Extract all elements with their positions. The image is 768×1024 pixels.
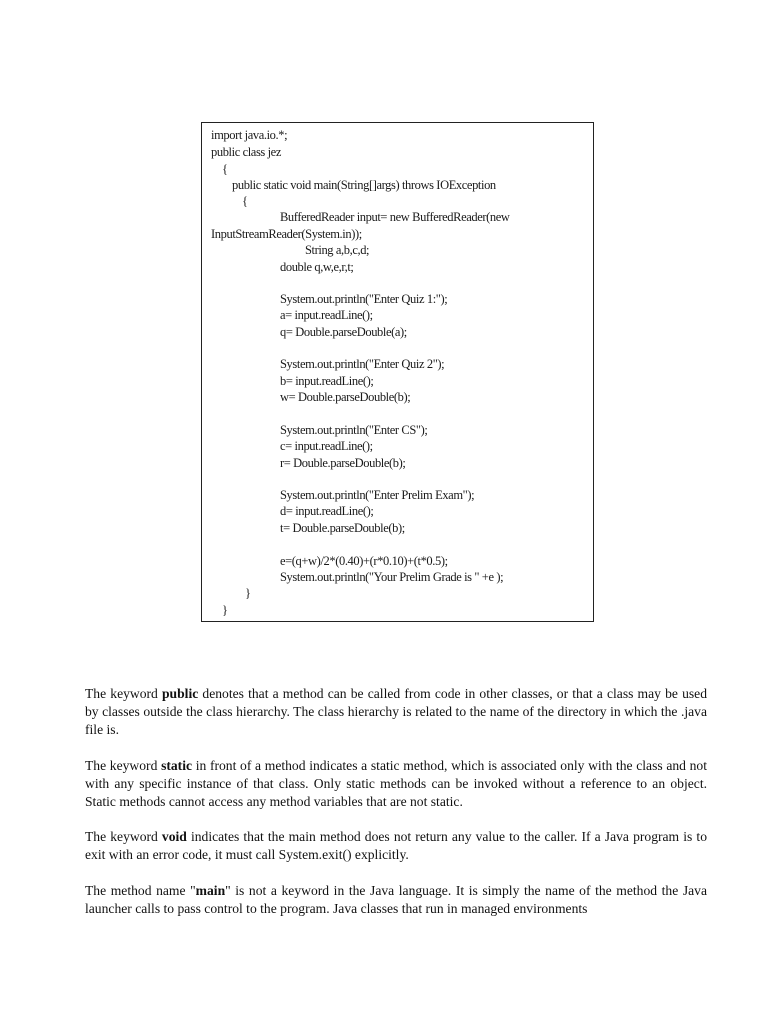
keyword-main: main [195, 883, 226, 898]
code-line: System.out.println("Enter Quiz 1:"); [280, 292, 448, 306]
code-line: a= input.readLine(); [280, 308, 373, 322]
paragraph-main: The method name "main" is not a keyword in the Java language. It is simply the name of the method the Java launcher calls to pass control to the program. Java classes that run in managed environments [85, 883, 708, 916]
code-line: { [242, 194, 248, 208]
paragraph-void: The keyword void indicates that the main method does not return any value to the caller. If a Java program is to exit with an error code, it must call System.exit() explicitly. [85, 829, 707, 862]
code-line: public static void main(String[]args) throws IOException [232, 178, 496, 192]
paragraph-static: The keyword static in front of a method indicates a static method, which is associated only with the class and not with any specific instance of that class. Only static methods can be invoked without a reference to an object. Static methods cannot access any method variables that are not static. [85, 758, 708, 809]
code-line: String a,b,c,d; [305, 243, 370, 257]
code-line: } [245, 586, 251, 600]
code-line: d= input.readLine(); [280, 504, 374, 518]
code-line: { [222, 162, 228, 176]
code-line: import java.io.*; [211, 128, 288, 142]
keyword-public: public [162, 686, 199, 701]
code-line: e=(q+w)/2*(0.40)+(r*0.10)+(t*0.5); [280, 554, 448, 568]
code-line: BufferedReader input= new BufferedReader(new [280, 210, 510, 224]
code-line: double q,w,e,r,t; [280, 260, 354, 274]
code-listing-box [201, 122, 594, 622]
code-line: public class jez [211, 145, 281, 159]
code-line: } [222, 603, 228, 617]
code-line: b= input.readLine(); [280, 374, 374, 388]
paragraph-public: The keyword public denotes that a method can be called from code in other classes, or that a class may be used by classes outside the class hierarchy. The class hierarchy is related to the name of the directory in which the .java file is. [85, 686, 707, 737]
code-line: q= Double.parseDouble(a); [280, 325, 407, 339]
code-line: System.out.println("Enter CS"); [280, 423, 428, 437]
code-line: r= Double.parseDouble(b); [280, 456, 406, 470]
code-line: c= input.readLine(); [280, 439, 373, 453]
code-line: w= Double.parseDouble(b); [280, 390, 411, 404]
code-line: t= Double.parseDouble(b); [280, 521, 405, 535]
code-line: System.out.println("Enter Prelim Exam"); [280, 488, 475, 502]
code-line: InputStreamReader(System.in)); [211, 227, 362, 241]
code-line: System.out.println("Your Prelim Grade is " +e ); [280, 570, 504, 584]
code-line: System.out.println("Enter Quiz 2"); [280, 357, 445, 371]
keyword-static: static [161, 758, 193, 773]
keyword-void: void [161, 829, 187, 844]
